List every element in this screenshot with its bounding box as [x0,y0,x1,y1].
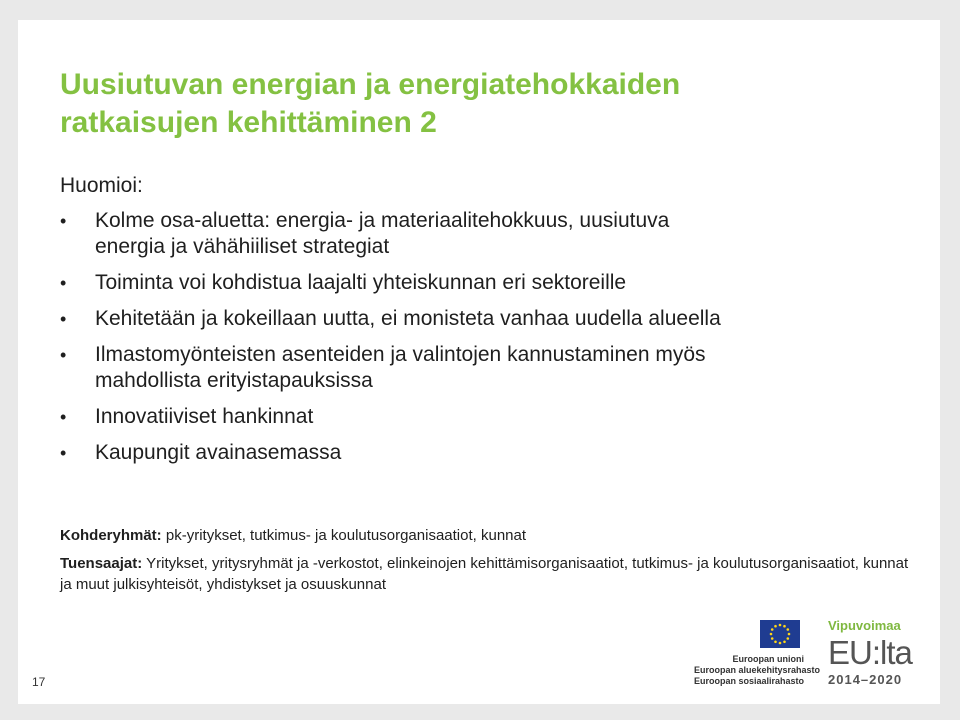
bullet-dot-icon: • [60,345,67,365]
bullet-item [60,342,920,394]
bullet-item [60,306,920,332]
bullet-line: mahdollista erityistapauksissa [95,369,373,392]
bullet-item [60,440,920,466]
slide-title [60,66,880,142]
target-groups-note [60,525,920,546]
bullet-dot-icon: • [60,443,67,463]
beneficiaries-note [60,553,920,595]
bullet-dot-icon: • [60,309,67,329]
bullet-list [60,208,920,476]
eu-line: Euroopan sosiaalirahasto [694,676,805,686]
bullet-line: Kaupungit avainasemassa [95,441,342,464]
bullet-line: Ilmastomyönteisten asenteiden ja valintojen kannustaminen myös [95,343,706,366]
bullet-dot-icon: • [60,273,67,293]
bullet-line: Innovatiiviset hankinnat [95,405,314,428]
bullet-line: Kolme osa-aluetta: energia- ja materiaalitehokkuus, uusiutuva [95,209,670,232]
eu-flag-icon [760,620,800,648]
vipuvoimaa-eu-text: EU:lta [828,634,912,671]
target-groups-label: Kohderyhmät: [60,527,162,544]
page-number: 17 [32,675,46,689]
bullet-line: energia ja vähähiiliset strategiat [95,235,390,258]
slide-title-line-1: Uusiutuvan energian ja energiatehokkaiden [60,68,681,101]
eu-stars-icon [760,620,800,648]
target-groups-text: pk-yritykset, tutkimus- ja koulutusorganisaatiot, kunnat [161,527,527,544]
beneficiaries-text: Yritykset, yritysryhmät ja -verkostot, elinkeinojen kehittämisorganisaatiot, tutkimus- ja koulutusorganisaatiot, kunnat ja muut julkisyhteisöt, yhdistykset ja osuuskunnat [60,555,909,593]
bullet-line: Kehitetään ja kokeillaan uutta, ei monisteta vanhaa uudella alueella [95,307,721,330]
bullet-dot-icon: • [60,407,67,427]
bullet-item [60,404,920,430]
note-heading: Huomioi: [60,174,143,197]
beneficiaries-label: Tuensaajat: [60,555,143,572]
eu-logo [694,620,821,687]
slide [18,20,940,704]
bullet-dot-icon: • [60,211,67,231]
vipuvoimaa-title: Vipuvoimaa [828,618,901,633]
vipuvoimaa-years: 2014–2020 [828,672,903,687]
eu-line: Euroopan unioni [732,654,804,664]
bullet-item [60,270,920,296]
slide-title-line-2: ratkaisujen kehittäminen 2 [60,106,437,139]
bullet-item [60,208,920,260]
vipuvoimaa-logo [828,618,938,687]
bullet-line: Toiminta voi kohdistua laajalti yhteiskunnan eri sektoreille [95,271,627,294]
eu-line: Euroopan aluekehitysrahasto [694,665,821,675]
